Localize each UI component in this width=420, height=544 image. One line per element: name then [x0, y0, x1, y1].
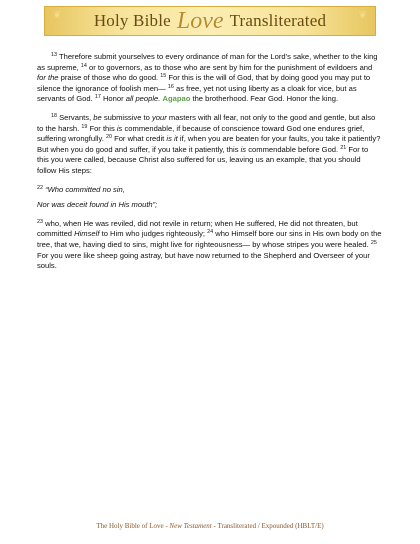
verse-text: the brotherhood. Fear God. Honor the king. [190, 94, 339, 104]
paragraph-verses-23-25 [37, 219, 382, 272]
verse-number: 15 [160, 73, 167, 80]
agapao-link[interactable]: Agapao [162, 94, 191, 104]
verse-number: 23 [37, 218, 43, 225]
banner-title-love: Love [176, 7, 224, 34]
paragraph-verse-22-line2: Nor was deceit found in His mouth”; [37, 200, 158, 210]
italic-text: your [151, 112, 167, 122]
verse-text: who Himself bore our sins in His own body on the tree, that we, having died to sins, might live for righteousness— by whose stripes you were healed. [37, 229, 382, 249]
paragraph-verses-18-21 [37, 113, 382, 177]
footer-italic: New Testament [169, 522, 212, 530]
verse-number: 13 [51, 52, 57, 58]
italic-text: is [240, 144, 247, 154]
paragraph-verse-22-line1 [37, 185, 382, 196]
verse-text: commendable, if because of conscience toward God one endures grief, suffering wrongfully. [37, 123, 365, 144]
title-banner [44, 6, 376, 36]
verse-text: masters with all fear, not only to the good and gentle, but also to the harsh. [37, 112, 376, 133]
verse-number: 25 [370, 239, 377, 246]
verse-text: to Him who judges righteously; [99, 229, 208, 239]
paragraph-verses-13-17 [37, 52, 382, 105]
italic-text: all people. [125, 94, 161, 104]
verse-number: 20 [105, 134, 112, 141]
verse-number: 19 [81, 123, 88, 130]
banner-title-transliterated: Transliterated [229, 11, 327, 30]
verse-text: or to governors, as to those who are sent by him for the punishment of evildoers and [86, 62, 373, 72]
scripture-text [37, 52, 382, 280]
verse-number: 21 [340, 144, 347, 151]
flourish-right-icon: ❦ [358, 10, 367, 21]
verse-number: 22 [37, 184, 43, 191]
verse-text: For this [87, 123, 117, 133]
verse-text: commendable before God. [246, 144, 341, 154]
verse-text: For this is the will of God, that by doing good you may put to silence the ignorance of foolish men— [37, 73, 371, 93]
verse-text: Therefore submit yourselves to every ordinance of man for the Lord’s sake, whether to the king as supreme, [37, 52, 378, 72]
italic-text: is it [166, 134, 178, 144]
footer-text: The Holy Bible of Love - [96, 522, 170, 530]
page-footer [0, 522, 420, 530]
verse-number: 14 [80, 62, 87, 69]
italic-text: Himself [74, 229, 100, 239]
verse-text: Servants, [57, 112, 94, 122]
verse-text: if, when you are beaten for your faults, you take it patiently? But when you do good and suffer, if you take it patiently, this [37, 134, 381, 154]
quoted-text: “Who committed no sin, [43, 184, 125, 194]
footer-text: - Transliterated / Expounded (HBLT/E) [211, 522, 324, 530]
banner-title-holy-bible: Holy Bible [93, 11, 171, 30]
italic-text: for the [37, 73, 59, 83]
verse-text: as free, yet not using liberty as a cloak for vice, but as servants of God. [37, 83, 357, 104]
verse-number: 18 [51, 112, 57, 119]
flourish-left-icon: ❦ [53, 10, 62, 21]
verse-text: Honor [100, 94, 126, 104]
verse-text: For to this you were called, because Christ also suffered for us, leaving us an example, that you should follow His steps: [37, 144, 369, 175]
verse-number: 16 [167, 83, 174, 90]
verse-number: 17 [94, 94, 101, 101]
verse-text: praise of those who do good. [58, 73, 161, 83]
verse-number: 24 [207, 229, 214, 236]
italic-text: is [116, 123, 123, 133]
italic-text: be [93, 112, 102, 122]
verse-text: submissive to [101, 112, 152, 122]
verse-text: For you were like sheep going astray, but have now returned to the Shepherd and Overseer of your souls. [37, 250, 370, 271]
verse-text: who, when He was reviled, did not revile in return; when He suffered, He did not threaten, but committed [37, 218, 358, 239]
verse-text: For what credit [111, 134, 167, 144]
